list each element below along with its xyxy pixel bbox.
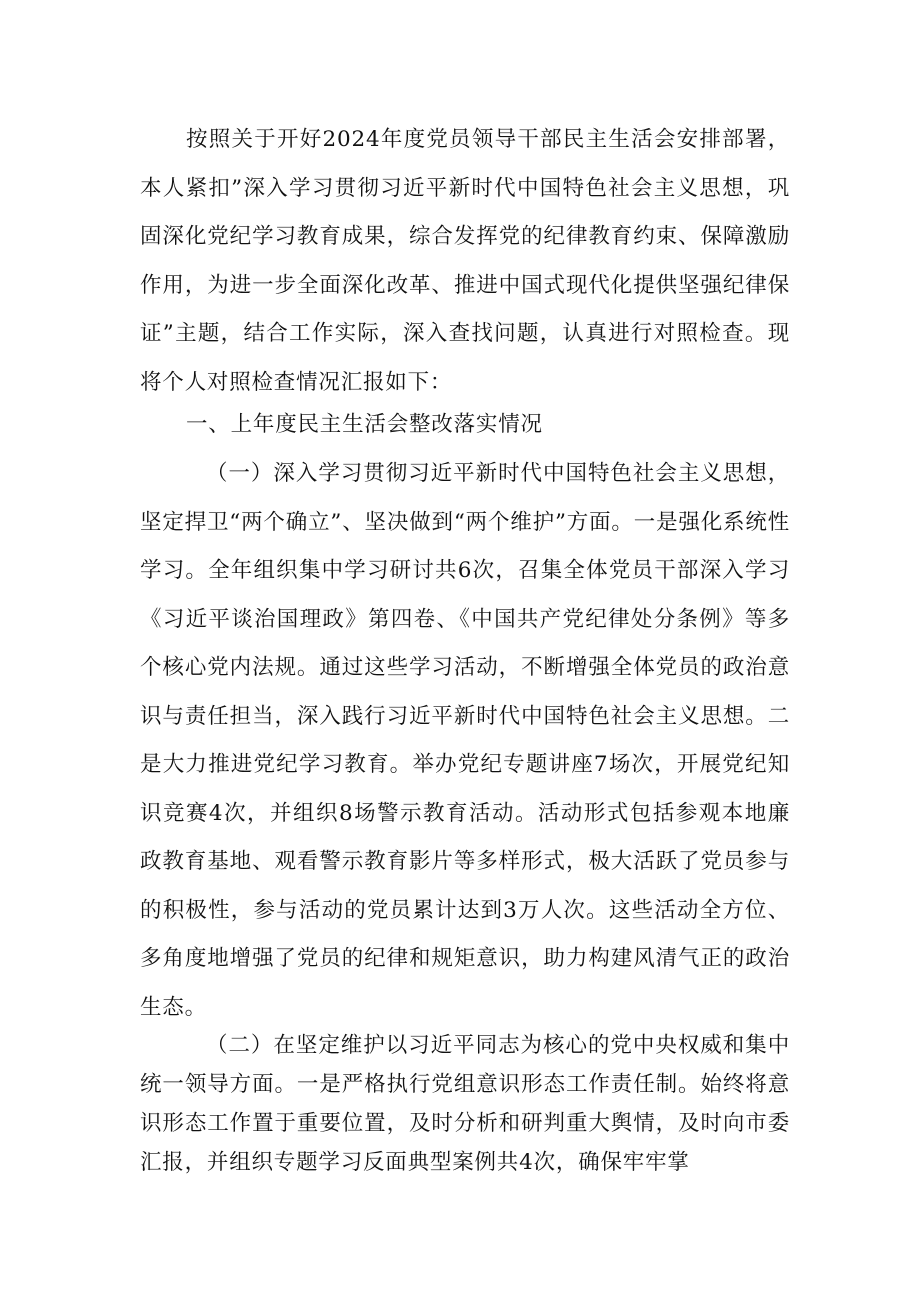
section-1-paragraph: （一）深入学习贯彻习近平新时代中国特色社会主义思想，坚定捍卫“两个确立”、坚决做到“两个维护”方面。一是强化系统性学习。全年组织集中学习研讨共6次，召集全体党员干部深入学习《习近平谈治国理政》第四卷、《中国共产党纪律处分条例》等多个核心党内法规。通过这些学习活动，不断增强全体党员的政治意识与责任担当，深入践行习近平新时代中国特色社会主义思想。二是大力推进党纪学习教育。举办党纪专题讲座7场次，开展党纪知识竞赛4次，并组织8场警示教育活动。活动形式包括参观本地廉政教育基地、观看警示教育影片等多样形式，极大活跃了党员参与的积极性，参与活动的党员累计达到3万人次。这些活动全方位、多角度地增强了党员的纪律和规矩意识，助力构建风清气正的政治生态。 bbox=[140, 461, 790, 1020]
section-2-paragraph: （二）在坚定维护以习近平同志为核心的党中央权威和集中统一领导方面。一是严格执行党组意识形态工作责任制。始终将意识形态工作置于重要位置，及时分析和研判重大舆情，及时向市委汇报，并组织专题学习反面典型案例共4次，确保牢牢掌 bbox=[140, 1033, 790, 1175]
section-heading-1: 一、上年度民主生活会整改落实情况 bbox=[186, 412, 543, 437]
intro-paragraph: 按照关于开好2024年度党员领导干部民主生活会安排部署，本人紧扣”深入学习贯彻习近平新时代中国特色社会主义思想，巩固深化党纪学习教育成果，综合发挥党的纪律教育约束、保障激励作用，为进一步全面深化改革、推进中国式现代化提供坚强纪律保证”主题，结合工作实际，深入查找问题，认真进行对照检查。现将个人对照检查情况汇报如下： bbox=[140, 127, 790, 395]
